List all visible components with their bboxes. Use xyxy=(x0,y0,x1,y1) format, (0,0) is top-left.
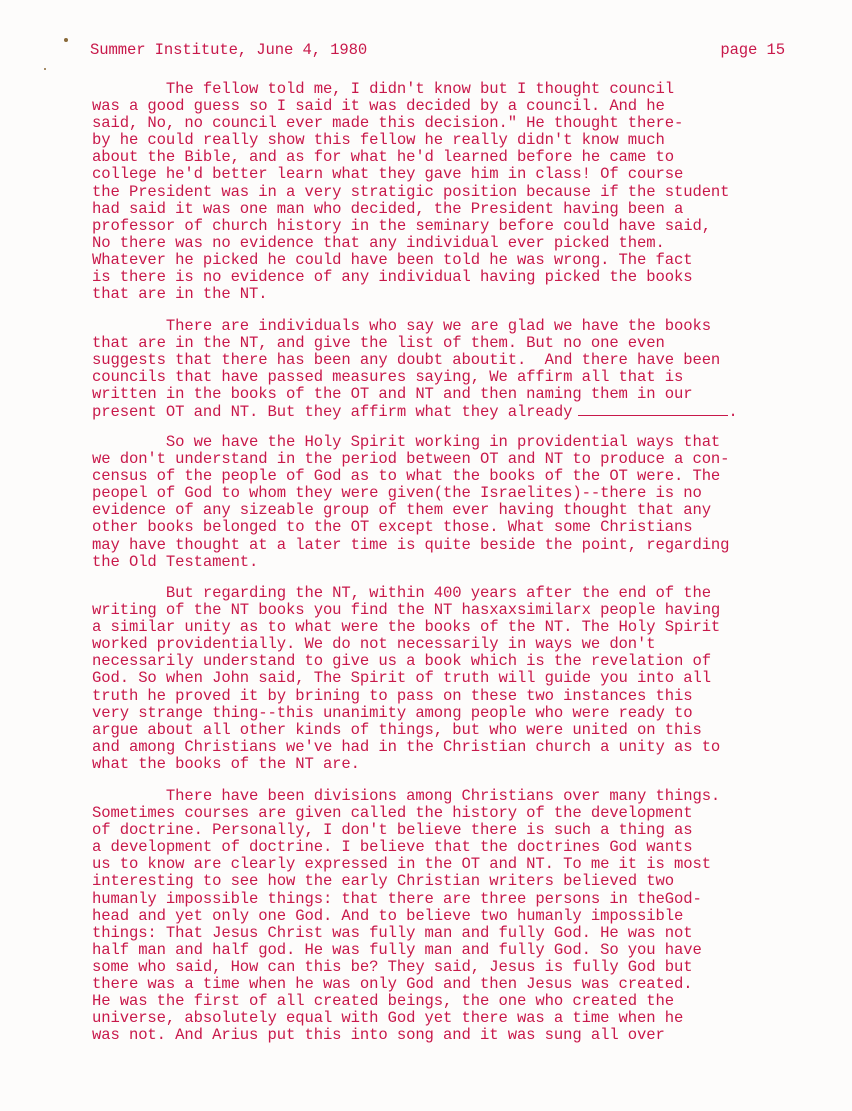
fill-in-blank xyxy=(578,403,728,416)
text-line: universe, absolutely equal with God yet there was a time when he xyxy=(92,1009,684,1028)
text-line: that are in the NT, and give the list of them. But no one even xyxy=(92,334,665,353)
text-line: was not. And Arius put this into song and it was sung all over xyxy=(92,1026,665,1045)
paper-speck xyxy=(44,68,46,70)
text-line: truth he proved it by brining to pass on these two instances this xyxy=(92,686,693,705)
text-line: the Old Testament. xyxy=(92,552,259,571)
text-line: Sometimes courses are given called the history of the development xyxy=(92,804,693,823)
text-line: written in the books of the OT and NT and then naming them in our xyxy=(92,385,693,404)
text-line: So we have the Holy Spirit working in providential ways that xyxy=(92,433,721,451)
text-line: interesting to see how the early Christian writers believed two xyxy=(92,872,674,891)
text-line: is there is no evidence of any individual having picked the books xyxy=(92,268,693,287)
text-line: head and yet only one God. And to believe two humanly impossible xyxy=(92,906,684,925)
text-line: argue about all other kinds of things, but who were united on this xyxy=(92,720,702,739)
paragraph-5 xyxy=(92,788,812,1044)
text-line: there was a time when he was only God and then Jesus was created. xyxy=(92,975,693,994)
text-line: evidence of any sizeable group of them ever having thought that any xyxy=(92,501,711,520)
text-line: us to know are clearly expressed in the OT and NT. To me it is most xyxy=(92,855,711,874)
text-line: No there was no evidence that any individual ever picked them. xyxy=(92,233,665,252)
text-line: the President was in a very stratigic position because if the student xyxy=(92,182,730,201)
trailing-period: . xyxy=(728,403,738,422)
text-line: There have been divisions among Christians over many things. xyxy=(92,787,721,805)
text-line: There are individuals who say we are glad we have the books xyxy=(92,317,711,335)
text-line: But regarding the NT, within 400 years after the end of the xyxy=(92,584,711,602)
text-line: half man and half god. He was fully man and fully God. So you have xyxy=(92,940,702,959)
page-header xyxy=(90,42,785,60)
page-number: page 15 xyxy=(720,41,785,59)
text-line: other books belonged to the OT except those. What some Christians xyxy=(92,518,693,537)
text-line-with-blank xyxy=(92,403,812,420)
text-line: things: That Jesus Christ was fully man and fully God. He was not xyxy=(92,923,693,942)
paragraph-3 xyxy=(92,434,812,571)
text-line: had said it was one man who decided, the President having been a xyxy=(92,199,684,218)
text-line: The fellow told me, I didn't know but I thought council xyxy=(92,80,674,98)
text-line: very strange thing--this unanimity among people who were ready to xyxy=(92,703,693,722)
text-line: He was the first of all created beings, the one who created the xyxy=(92,992,674,1011)
text-line: that are in the NT. xyxy=(92,285,268,304)
text-line: of doctrine. Personally, I don't believe there is such a thing as xyxy=(92,821,693,840)
text-line: necessarily understand to give us a book which is the revelation of xyxy=(92,652,711,671)
text-line: census of the people of God as to what the books of the OT were. The xyxy=(92,467,721,486)
text-line: suggests that there has been any doubt aboutit. And there have been xyxy=(92,351,721,370)
text-line: was a good guess so I said it was decided by a council. And he xyxy=(92,97,665,116)
header-title: Summer Institute, June 4, 1980 xyxy=(90,41,368,59)
text-line: professor of church history in the seminary before could have said, xyxy=(92,216,711,235)
text-line: college he'd better learn what they gave him in class! Of course xyxy=(92,165,684,184)
text-line: and among Christians we've had in the Christian church a unity as to xyxy=(92,737,721,756)
text-line: about the Bible, and as for what he'd learned before he came to xyxy=(92,148,674,167)
text-line: we don't understand in the period between OT and NT to produce a con- xyxy=(92,450,730,469)
text-line: Whatever he picked he could have been told he was wrong. The fact xyxy=(92,250,693,269)
text-line: may have thought at a later time is quite beside the point, regarding xyxy=(92,535,730,554)
text-fragment: present OT and NT. But they affirm what they already xyxy=(92,403,573,422)
paragraph-4 xyxy=(92,585,812,773)
text-line: councils that have passed measures saying, We affirm all that is xyxy=(92,368,684,387)
text-line: worked providentially. We do not necessarily in ways we don't xyxy=(92,635,656,654)
text-line: peopel of God to whom they were given(the Israelites)--there is no xyxy=(92,484,702,503)
text-line: some who said, How can this be? They said, Jesus is fully God but xyxy=(92,957,693,976)
text-line: humanly impossible things: that there are three persons in theGod- xyxy=(92,889,702,908)
paper-speck xyxy=(64,38,68,42)
text-line: what the books of the NT are. xyxy=(92,754,360,773)
text-line: by he could really show this fellow he really didn't know much xyxy=(92,131,665,150)
text-line: God. So when John said, The Spirit of truth will guide you into all xyxy=(92,669,711,688)
text-line: a similar unity as to what were the books of the NT. The Holy Spirit xyxy=(92,618,721,637)
text-line: a development of doctrine. I believe that the doctrines God wants xyxy=(92,838,693,857)
paragraph-1 xyxy=(92,81,812,303)
paragraph-2 xyxy=(92,318,812,421)
text-line: said, No, no council ever made this decision." He thought there- xyxy=(92,114,684,133)
text-line: writing of the NT books you find the NT hasxaxsimilarx people having xyxy=(92,601,721,620)
